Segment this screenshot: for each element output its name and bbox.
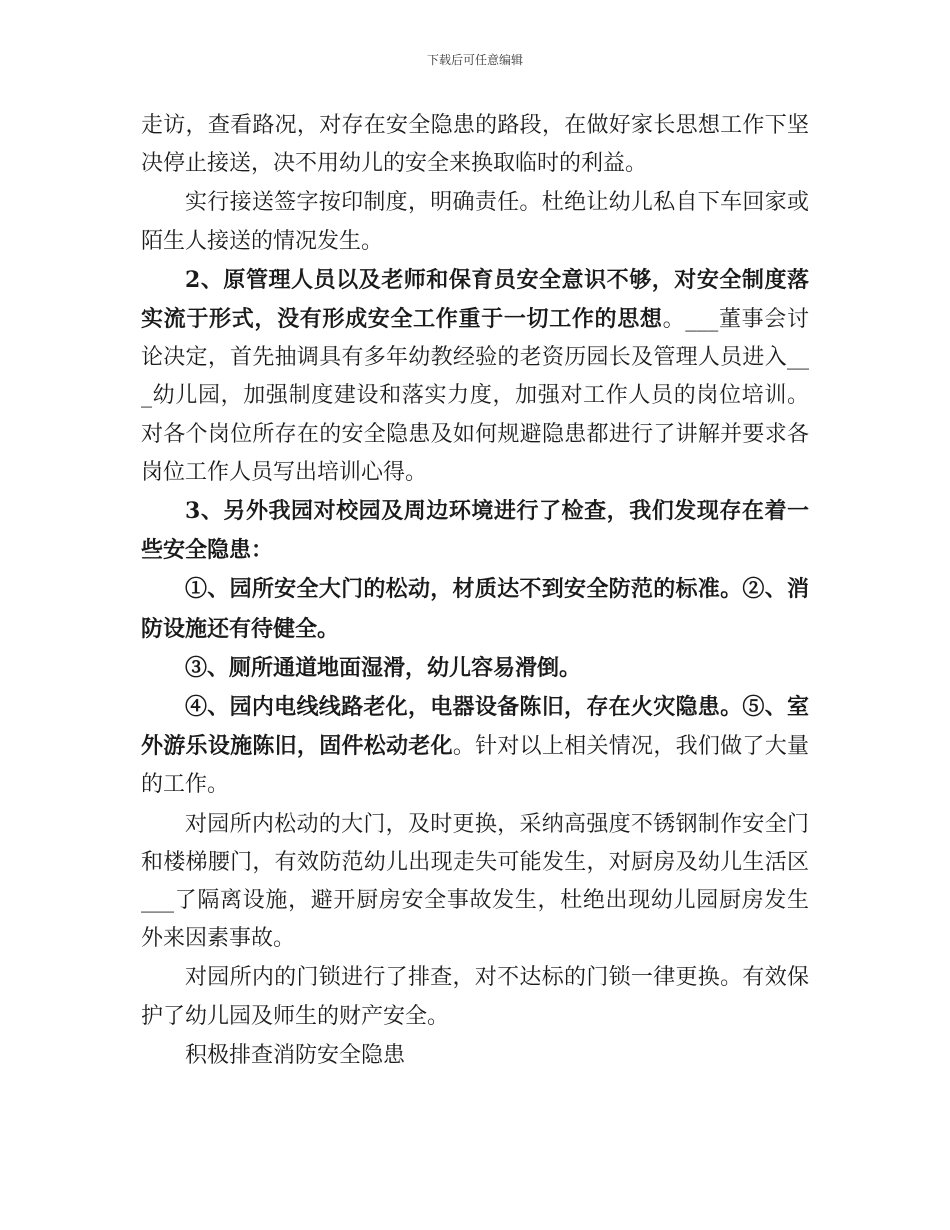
paragraph-9 bbox=[141, 958, 809, 1035]
paragraph-bold-text: ①、园所安全大门的松动，材质达不到安全防范的标准。②、消防设施还有待健全。 bbox=[141, 576, 809, 642]
page-header: 下载后可任意编辑 bbox=[426, 53, 523, 67]
paragraph-1 bbox=[141, 106, 809, 183]
paragraph-6 bbox=[141, 649, 809, 688]
paragraph-bold-text: 2、原管理人员以及老师和保育员安全意识不够，对安全制度落实流于形式，没有形成安全工作重于一切工作的思想 bbox=[141, 266, 809, 333]
paragraph-bold-text: ③、厕所通道地面湿滑，幼儿容易滑倒。 bbox=[185, 654, 582, 681]
paragraph-10 bbox=[141, 1036, 809, 1075]
paragraph-text: 对园所内松动的大门，及时更换，采纳高强度不锈钢制作安全门和楼梯腰门，有效防范幼儿出现走失可能发生，对厨房及幼儿生活区___了隔离设施，避开厨房安全事故发生，杜绝出现幼儿园厨房发生外来因素事故。 bbox=[141, 811, 809, 952]
paragraph-text: 对园所内的门锁进行了排查，对不达标的门锁一律更换。有效保护了幼儿园及师生的财产安全。 bbox=[141, 965, 809, 1029]
document-body bbox=[141, 106, 809, 1075]
paragraph-text: 实行接送签字按印制度，明确责任。杜绝让幼儿私自下车回家或陌生人接送的情况发生。 bbox=[141, 190, 809, 254]
paragraph-3 bbox=[141, 261, 809, 492]
paragraph-5 bbox=[141, 570, 809, 648]
paragraph-text: 积极排查消防安全隐患 bbox=[185, 1042, 406, 1068]
paragraph-7 bbox=[141, 688, 809, 805]
paragraph-text: 。针对以上相关情况，我们做了大量的工作。 bbox=[141, 734, 809, 798]
paragraph-2 bbox=[141, 183, 809, 260]
paragraph-8 bbox=[141, 805, 809, 959]
paragraph-text: 。___董事会讨论决定，首先抽调具有多年幼教经验的老资历园长及管理人员进入___幼儿园，加强制度建设和落实力度，加强对工作人员的岗位培训。对各个岗位所存在的安全隐患及如何规避隐患都进行了讲解并要求各岗位工作人员写出培训心得。 bbox=[141, 307, 809, 485]
paragraph-bold-text: ④、园内电线线路老化，电器设备陈旧，存在火灾隐患。⑤、室外游乐设施陈旧，固件松动老化 bbox=[141, 694, 809, 760]
paragraph-bold-text: 3、另外我园对校园及周边环境进行了检查，我们发现存在着一些安全隐患： bbox=[141, 498, 809, 564]
paragraph-4 bbox=[141, 492, 809, 570]
paragraph-text: 走访，查看路况，对存在安全隐患的路段，在做好家长思想工作下坚决停止接送，决不用幼儿的安全来换取临时的利益。 bbox=[141, 113, 809, 177]
